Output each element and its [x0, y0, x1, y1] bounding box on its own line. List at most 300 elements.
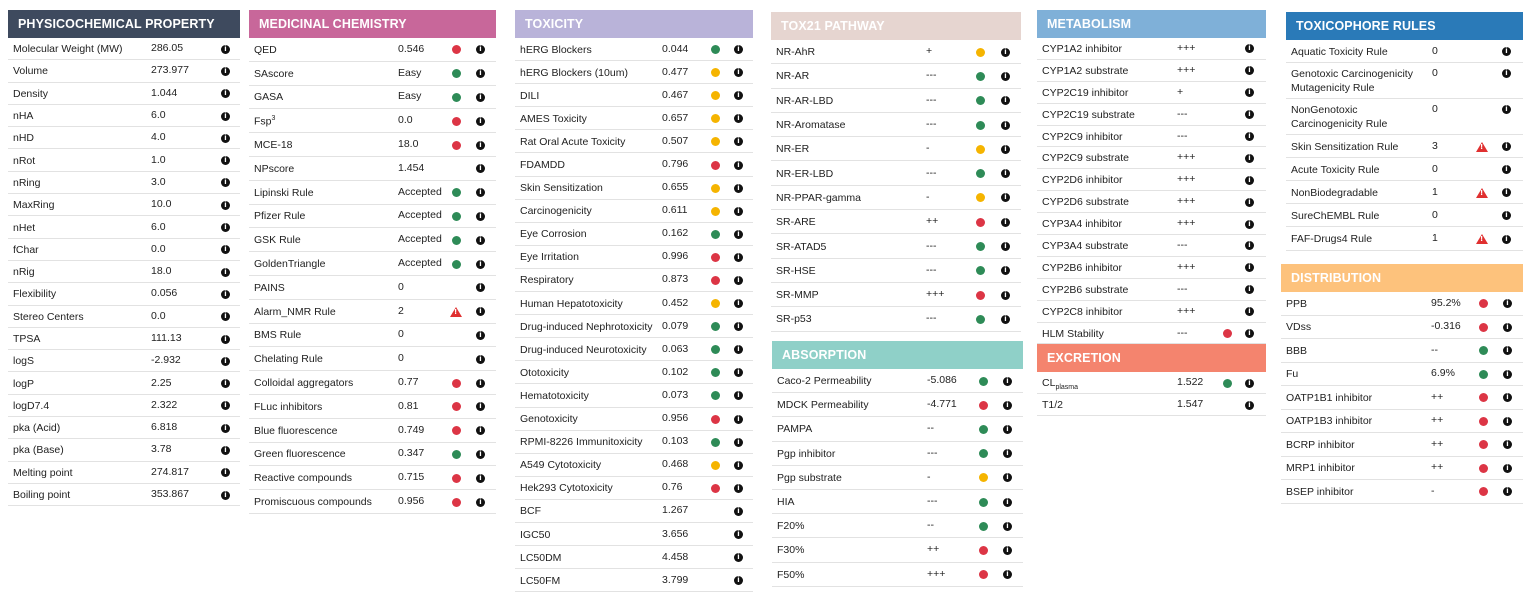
- row-label-text: BSEP inhibitor: [1286, 485, 1354, 498]
- info-icon[interactable]: i: [476, 402, 485, 411]
- status-dot-green: [1479, 370, 1488, 379]
- info-icon[interactable]: i: [221, 357, 230, 366]
- info-icon[interactable]: i: [221, 468, 230, 477]
- table-row: [249, 62, 496, 86]
- table-row: [515, 84, 753, 107]
- row-label-text: FAF-Drugs4 Rule: [1291, 233, 1373, 246]
- info-icon[interactable]: i: [476, 379, 485, 388]
- info-icon[interactable]: i: [1003, 449, 1012, 458]
- info-icon[interactable]: i: [734, 184, 743, 193]
- row-label-text: Ototoxicity: [520, 366, 570, 379]
- info-icon[interactable]: i: [734, 253, 743, 262]
- info-icon[interactable]: i: [221, 290, 230, 299]
- info-icon[interactable]: i: [221, 245, 230, 254]
- info-icon[interactable]: i: [1502, 142, 1511, 151]
- row-label: [776, 94, 919, 108]
- info-icon[interactable]: i: [1001, 96, 1010, 105]
- info-icon[interactable]: i: [1003, 546, 1012, 555]
- row-label-text: MaxRing: [13, 199, 55, 212]
- table-row: [515, 477, 753, 500]
- info-icon[interactable]: i: [476, 45, 485, 54]
- row-label: [1042, 64, 1170, 78]
- row-value: 0.956: [398, 495, 425, 508]
- row-label: [520, 181, 655, 195]
- info-icon[interactable]: i: [734, 553, 743, 562]
- info-icon[interactable]: i: [476, 331, 485, 340]
- info-icon[interactable]: i: [1503, 417, 1512, 426]
- info-icon[interactable]: i: [476, 69, 485, 78]
- table-row: [515, 153, 753, 176]
- row-label: [1291, 103, 1425, 131]
- info-icon[interactable]: i: [734, 207, 743, 216]
- row-label: [254, 447, 391, 461]
- row-label-text: NR-AR-LBD: [776, 94, 834, 107]
- row-label: [254, 257, 391, 271]
- row-value: ---: [926, 118, 937, 131]
- row-value: 10.0: [151, 198, 172, 211]
- status-dot-red: [1479, 440, 1488, 449]
- row-label: [13, 443, 144, 457]
- status-dot-green: [452, 236, 461, 245]
- info-icon[interactable]: i: [1503, 487, 1512, 496]
- info-icon[interactable]: i: [1245, 154, 1254, 163]
- row-label: [520, 112, 655, 126]
- row-label-text: GoldenTriangle: [254, 258, 326, 271]
- table-row: [249, 395, 496, 419]
- info-icon[interactable]: i: [221, 335, 230, 344]
- row-label: [254, 67, 391, 81]
- row-label: [254, 138, 391, 152]
- row-label-text: NonGenotoxic Carcinogenicity Rule: [1291, 104, 1388, 131]
- info-icon[interactable]: i: [1502, 235, 1511, 244]
- row-label: [1286, 461, 1424, 475]
- info-icon[interactable]: i: [734, 438, 743, 447]
- row-label-text: Flexibility: [13, 288, 57, 301]
- info-icon[interactable]: i: [1245, 176, 1254, 185]
- absorption-header: ABSORPTION: [772, 341, 1023, 369]
- info-icon[interactable]: i: [1502, 165, 1511, 174]
- info-icon[interactable]: i: [1245, 379, 1254, 388]
- table-row: [8, 194, 240, 216]
- row-label: [13, 310, 144, 324]
- row-label-text: SR-ARE: [776, 216, 816, 229]
- row-label-text: Boiling point: [13, 489, 71, 502]
- info-icon[interactable]: i: [734, 299, 743, 308]
- info-icon[interactable]: i: [1245, 198, 1254, 207]
- table-row: [1037, 372, 1266, 394]
- status-dot-red: [452, 402, 461, 411]
- row-label: [520, 389, 655, 403]
- table-row: [1037, 323, 1266, 345]
- status-dot-red: [1223, 329, 1232, 338]
- row-label: [13, 488, 144, 502]
- table-row: [249, 371, 496, 395]
- row-label-text: NR-AhR: [776, 46, 816, 59]
- info-icon[interactable]: i: [1001, 169, 1010, 178]
- info-icon[interactable]: i: [221, 156, 230, 165]
- absorption-panel: [772, 341, 1023, 587]
- table-row: [1037, 147, 1266, 169]
- row-label: [1286, 297, 1424, 311]
- info-icon[interactable]: i: [221, 223, 230, 232]
- status-dot-red: [452, 379, 461, 388]
- table-row: [1037, 213, 1266, 235]
- info-icon[interactable]: i: [476, 283, 485, 292]
- row-value: 2: [398, 304, 404, 317]
- row-label: [1042, 376, 1170, 393]
- status-dot-yellow: [711, 137, 720, 146]
- info-icon[interactable]: i: [221, 312, 230, 321]
- info-icon[interactable]: i: [1001, 315, 1010, 324]
- row-label: [520, 551, 655, 565]
- info-icon[interactable]: i: [734, 368, 743, 377]
- info-icon[interactable]: i: [1001, 242, 1010, 251]
- status-dot-green: [1479, 346, 1488, 355]
- row-value: 0.546: [398, 42, 425, 55]
- table-row: [771, 89, 1021, 113]
- row-value: 0: [1432, 162, 1438, 175]
- info-icon[interactable]: i: [1503, 440, 1512, 449]
- table-row: [249, 181, 496, 205]
- row-value: 0.996: [662, 250, 689, 263]
- info-icon[interactable]: i: [734, 137, 743, 146]
- row-label-superscript: 3: [271, 115, 276, 123]
- status-dot-red: [452, 141, 461, 150]
- row-value: Accepted: [398, 185, 442, 198]
- info-icon[interactable]: i: [734, 461, 743, 470]
- row-value: ---: [926, 166, 937, 179]
- info-icon[interactable]: i: [221, 67, 230, 76]
- status-dot-red: [452, 117, 461, 126]
- status-dot-green: [452, 188, 461, 197]
- row-label-text: Skin Sensitization: [520, 182, 603, 195]
- table-row: [1281, 316, 1523, 340]
- info-icon[interactable]: i: [1503, 299, 1512, 308]
- row-value: 2.25: [151, 376, 172, 389]
- row-value: 1.267: [662, 504, 689, 517]
- row-label: [13, 42, 144, 56]
- row-label: [776, 118, 919, 132]
- row-value: ---: [926, 312, 937, 325]
- info-icon[interactable]: i: [734, 114, 743, 123]
- info-icon[interactable]: i: [476, 355, 485, 364]
- table-row: [1286, 63, 1523, 99]
- row-value: 1.454: [398, 161, 425, 174]
- info-icon[interactable]: i: [221, 401, 230, 410]
- table-row: [1037, 38, 1266, 60]
- row-value: Accepted: [398, 233, 442, 246]
- info-icon[interactable]: i: [1502, 47, 1511, 56]
- info-icon[interactable]: i: [476, 164, 485, 173]
- info-icon[interactable]: i: [1503, 464, 1512, 473]
- table-row: [249, 276, 496, 300]
- row-label: [254, 90, 391, 104]
- table-row: [1281, 480, 1523, 504]
- info-icon[interactable]: i: [1001, 218, 1010, 227]
- row-label: [1291, 67, 1425, 95]
- row-value: 0.657: [662, 111, 689, 124]
- info-icon[interactable]: i: [476, 188, 485, 197]
- row-label: [777, 374, 920, 388]
- row-label: [13, 154, 144, 168]
- info-icon[interactable]: i: [221, 379, 230, 388]
- row-label: [254, 209, 391, 223]
- status-dot-green: [711, 438, 720, 447]
- table-row: [771, 40, 1021, 64]
- table-row: [8, 149, 240, 171]
- info-icon[interactable]: i: [476, 426, 485, 435]
- row-label-text: SR-ATAD5: [776, 240, 827, 253]
- status-dot-red: [711, 415, 720, 424]
- tox21-header: TOX21 PATHWAY: [771, 12, 1021, 40]
- row-label-text: nHet: [13, 221, 36, 234]
- info-icon[interactable]: i: [1003, 377, 1012, 386]
- info-icon[interactable]: i: [734, 230, 743, 239]
- row-label: [1291, 45, 1425, 59]
- info-icon[interactable]: i: [1503, 346, 1512, 355]
- row-value: 3.78: [151, 443, 172, 456]
- info-icon[interactable]: i: [1245, 329, 1254, 338]
- info-icon[interactable]: i: [221, 424, 230, 433]
- info-icon[interactable]: i: [1245, 263, 1254, 272]
- row-label: [777, 568, 920, 582]
- info-icon[interactable]: i: [1245, 88, 1254, 97]
- row-value: 0.507: [662, 134, 689, 147]
- row-label: [1042, 217, 1170, 231]
- info-icon[interactable]: i: [1245, 401, 1254, 410]
- status-dot-red: [1479, 299, 1488, 308]
- info-icon[interactable]: i: [734, 415, 743, 424]
- info-icon[interactable]: i: [734, 576, 743, 585]
- info-icon[interactable]: i: [1245, 241, 1254, 250]
- info-icon[interactable]: i: [1003, 570, 1012, 579]
- row-label-text: F20%: [777, 520, 805, 533]
- status-dot-red: [976, 291, 985, 300]
- row-value: 0.079: [662, 319, 689, 332]
- row-label-text: hERG Blockers: [520, 43, 592, 56]
- info-icon[interactable]: i: [1502, 69, 1511, 78]
- row-label: [1286, 367, 1424, 381]
- row-value: 111.13: [151, 332, 182, 344]
- info-icon[interactable]: i: [1502, 188, 1511, 197]
- info-icon[interactable]: i: [476, 450, 485, 459]
- info-icon[interactable]: i: [1245, 66, 1254, 75]
- row-value: Accepted: [398, 209, 442, 222]
- row-value: +++: [1177, 63, 1196, 76]
- status-dot-green: [979, 498, 988, 507]
- table-row: [515, 61, 753, 84]
- row-label-text: SAscore: [254, 67, 294, 80]
- row-label: [520, 43, 655, 57]
- status-dot-red: [452, 474, 461, 483]
- info-icon[interactable]: i: [1245, 220, 1254, 229]
- info-icon[interactable]: i: [734, 345, 743, 354]
- info-icon[interactable]: i: [1001, 121, 1010, 130]
- info-icon[interactable]: i: [476, 307, 485, 316]
- info-icon[interactable]: i: [221, 446, 230, 455]
- info-icon[interactable]: i: [476, 236, 485, 245]
- table-row: [1037, 104, 1266, 126]
- info-icon[interactable]: i: [1001, 48, 1010, 57]
- info-icon[interactable]: i: [734, 276, 743, 285]
- info-icon[interactable]: i: [1003, 401, 1012, 410]
- distribution-panel: [1281, 264, 1523, 504]
- row-label-text: PAINS: [254, 281, 285, 294]
- row-label-text: LC50DM: [520, 551, 562, 564]
- row-value: ---: [927, 446, 938, 459]
- status-dot-green: [976, 121, 985, 130]
- info-icon[interactable]: i: [734, 391, 743, 400]
- row-label: [254, 186, 391, 200]
- row-value: 0.347: [398, 447, 425, 460]
- table-row: [515, 431, 753, 454]
- row-label-text: Aquatic Toxicity Rule: [1291, 45, 1388, 58]
- info-icon[interactable]: i: [221, 491, 230, 500]
- info-icon[interactable]: i: [476, 474, 485, 483]
- status-dot-yellow: [976, 193, 985, 202]
- info-icon[interactable]: i: [734, 530, 743, 539]
- status-dot-red: [452, 498, 461, 507]
- table-row: [1281, 433, 1523, 457]
- row-value: ---: [1177, 282, 1188, 295]
- row-label-text: NR-ER-LBD: [776, 167, 834, 180]
- row-label-text: LC50FM: [520, 574, 561, 587]
- row-label: [520, 66, 655, 80]
- info-icon[interactable]: i: [1001, 72, 1010, 81]
- table-row: [515, 315, 753, 338]
- row-label-text: VDss: [1286, 321, 1312, 334]
- info-icon[interactable]: i: [1503, 393, 1512, 402]
- table-row: [1281, 457, 1523, 481]
- info-icon[interactable]: i: [476, 498, 485, 507]
- row-label-text: BCRP inhibitor: [1286, 438, 1355, 451]
- status-dot-green: [979, 377, 988, 386]
- info-icon[interactable]: i: [734, 45, 743, 54]
- info-icon[interactable]: i: [476, 117, 485, 126]
- info-icon[interactable]: i: [1245, 307, 1254, 316]
- table-row: [8, 172, 240, 194]
- info-icon[interactable]: i: [734, 484, 743, 493]
- row-value: 95.2%: [1431, 296, 1461, 309]
- row-value: ---: [926, 263, 937, 276]
- info-icon[interactable]: i: [476, 212, 485, 221]
- status-dot-green: [711, 345, 720, 354]
- info-icon[interactable]: i: [1245, 285, 1254, 294]
- row-value: 18.0: [151, 265, 172, 278]
- row-label-text: Drug-induced Neurotoxicity: [520, 343, 647, 356]
- info-icon[interactable]: i: [221, 134, 230, 143]
- table-row: [249, 86, 496, 110]
- info-icon[interactable]: i: [221, 201, 230, 210]
- row-label-text: fChar: [13, 243, 39, 256]
- row-label: [1291, 140, 1425, 154]
- row-label: [13, 466, 144, 480]
- row-label-text: nRing: [13, 176, 41, 189]
- row-label-text: MRP1 inhibitor: [1286, 462, 1355, 475]
- info-icon[interactable]: i: [734, 507, 743, 516]
- info-icon[interactable]: i: [1003, 522, 1012, 531]
- info-icon[interactable]: i: [1001, 145, 1010, 154]
- row-value: +: [926, 45, 933, 58]
- info-icon[interactable]: i: [476, 141, 485, 150]
- info-icon[interactable]: i: [1245, 132, 1254, 141]
- row-label-text: OATP1B1 inhibitor: [1286, 391, 1373, 404]
- info-icon[interactable]: i: [1001, 291, 1010, 300]
- info-icon[interactable]: i: [734, 161, 743, 170]
- row-label-text: Genotoxicity: [520, 413, 578, 426]
- info-icon[interactable]: i: [221, 268, 230, 277]
- info-icon[interactable]: i: [1503, 370, 1512, 379]
- table-row: [515, 569, 753, 592]
- row-label: [13, 109, 144, 123]
- info-icon[interactable]: i: [1001, 266, 1010, 275]
- row-label-text: logS: [13, 355, 35, 368]
- info-icon[interactable]: i: [476, 93, 485, 102]
- info-icon[interactable]: i: [1502, 105, 1511, 114]
- row-value: -2.932: [151, 354, 181, 367]
- table-row: [8, 350, 240, 372]
- table-row: [8, 38, 240, 60]
- row-label: [776, 264, 919, 278]
- info-icon[interactable]: i: [1003, 473, 1012, 482]
- info-icon[interactable]: i: [734, 91, 743, 100]
- info-icon[interactable]: i: [221, 178, 230, 187]
- row-label-text: Rat Oral Acute Toxicity: [520, 135, 626, 148]
- table-row: [8, 83, 240, 105]
- row-label-text: Hek293 Cytotoxicity: [520, 482, 613, 495]
- info-icon[interactable]: i: [1502, 211, 1511, 220]
- row-value: 6.0: [151, 220, 166, 233]
- row-label-text: Melting point: [13, 466, 73, 479]
- status-dot-red: [1479, 464, 1488, 473]
- row-label-text: T1/2: [1042, 399, 1064, 411]
- status-dot-yellow: [976, 145, 985, 154]
- status-dot-green: [976, 315, 985, 324]
- row-label-text: Eye Irritation: [520, 251, 579, 264]
- row-label: [13, 354, 144, 368]
- info-icon[interactable]: i: [221, 112, 230, 121]
- table-row: [1286, 227, 1523, 250]
- info-icon[interactable]: i: [221, 45, 230, 54]
- info-icon[interactable]: i: [1003, 498, 1012, 507]
- info-icon[interactable]: i: [1503, 323, 1512, 332]
- row-value: 4.0: [151, 131, 166, 144]
- row-value: 0.063: [662, 342, 689, 355]
- info-icon[interactable]: i: [1001, 193, 1010, 202]
- row-value: ++: [1431, 461, 1444, 474]
- info-icon[interactable]: i: [734, 68, 743, 77]
- info-icon[interactable]: i: [1003, 425, 1012, 434]
- info-icon[interactable]: i: [1245, 44, 1254, 53]
- status-dot-red: [976, 218, 985, 227]
- row-label: [520, 227, 655, 241]
- status-dot-green: [452, 212, 461, 221]
- info-icon[interactable]: i: [476, 260, 485, 269]
- info-icon[interactable]: i: [1245, 110, 1254, 119]
- row-label: [13, 377, 144, 391]
- row-value: --: [927, 422, 934, 435]
- row-value: +++: [927, 567, 946, 580]
- row-value: 0.749: [398, 423, 425, 436]
- row-label-text: Green fluorescence: [254, 448, 346, 461]
- row-label-text: FLuc inhibitors: [254, 400, 323, 413]
- row-label: [520, 366, 655, 380]
- toxicophore-panel: [1286, 12, 1523, 251]
- info-icon[interactable]: i: [734, 322, 743, 331]
- row-label-text: F30%: [777, 544, 805, 557]
- row-label-text: Promiscuous compounds: [254, 496, 372, 509]
- info-icon[interactable]: i: [221, 89, 230, 98]
